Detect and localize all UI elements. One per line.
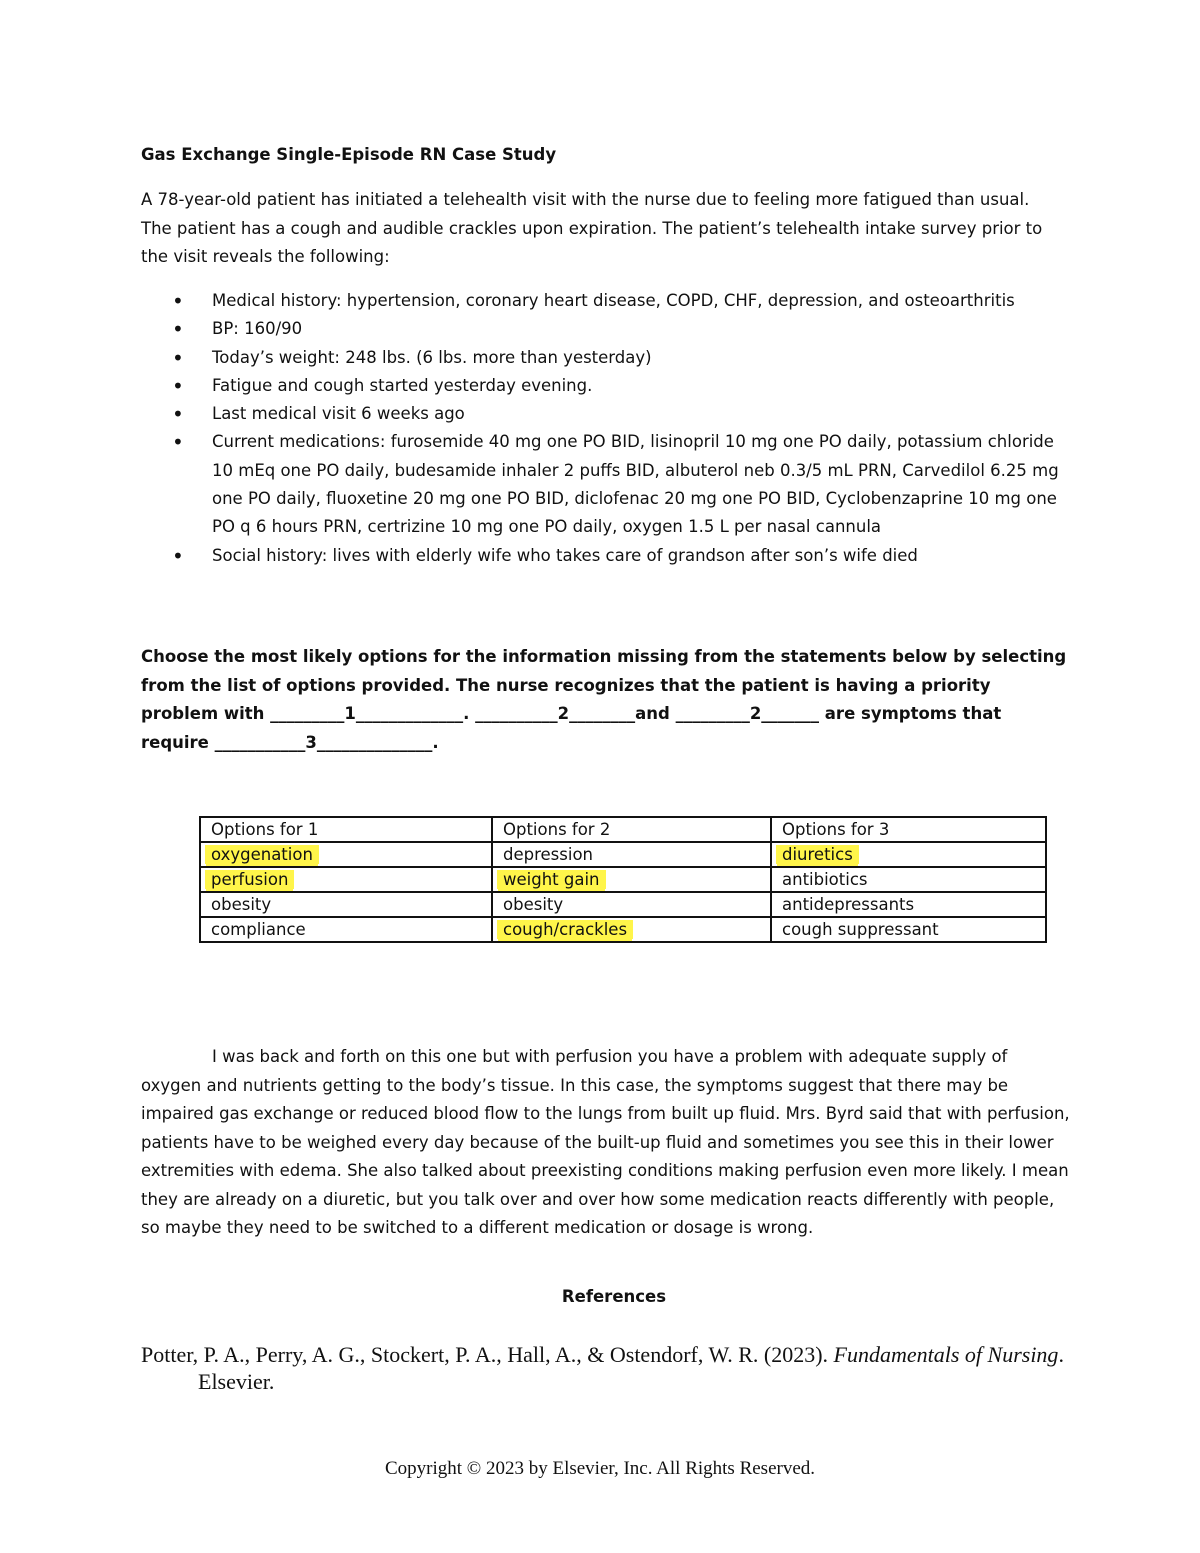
- table-cell: depression: [492, 842, 771, 867]
- table-header-row: [200, 817, 1046, 842]
- header-cell: Options for 1: [200, 817, 492, 842]
- copyright-footer: Copyright © 2023 by Elsevier, Inc. All Rights Reserved.: [384, 1458, 816, 1479]
- table-cell: compliance: [200, 917, 492, 942]
- question-prompt: Choose the most likely options for the information missing from the statements below by selecting from the list of options provided. The nurse recognizes that the patient is having a priority problem with _________1_____________. __________2________and _________2_______ are symptoms that require ___________3______________.: [141, 647, 1067, 752]
- list-item: • BP: 160/90: [141, 315, 1071, 343]
- table-row: [200, 892, 1046, 917]
- highlighted-option: diuretics: [776, 845, 859, 864]
- options-table: [199, 816, 1047, 943]
- intro-paragraph: A 78-year-old patient has initiated a telehealth visit with the nurse due to feeling more fatigued than usual. The patient has a cough and audible crackles upon expiration. The patient’s telehealth intake survey prior to the visit reveals the following:: [141, 190, 1043, 266]
- list-item: • Last medical visit 6 weeks ago: [141, 400, 1071, 428]
- table-cell: [492, 867, 771, 892]
- answer-paragraph: I was back and forth on this one but with perfusion you have a problem with adequate supply of oxygen and nutrients getting to the body’s tissue. In this case, the symptoms suggest that there may be impaired gas exchange or reduced blood flow to the lungs from built up fluid. Mrs. Byrd said that with perfusion, patients have to be weighed every day because of the built-up fluid and sometimes you see this in their lower extremities with edema. She also talked about preexisting conditions making perfusion even more likely. I mean they are already on a diuretic, but you talk over and over how some medication reacts differently with people, so maybe they need to be switched to a different medication or dosage is wrong.: [141, 1047, 1070, 1237]
- list-item: • Current medications: furosemide 40 mg one PO BID, lisinopril 10 mg one PO daily, potassium chloride 10 mEq one PO daily, budesamide inhaler 2 puffs BID, albuterol neb 0.3/5 mL PRN, Carvedilol 6.25 mg one PO daily, fluoxetine 20 mg one PO BID, diclofenac 20 mg one PO BID, Cyclobenzaprine 10 mg one PO q 6 hours PRN, certrizine 10 mg one PO daily, oxygen 1.5 L per nasal cannula: [141, 428, 1071, 541]
- highlighted-option: cough/crackles: [497, 920, 633, 939]
- list-item: • Social history: lives with elderly wife who takes care of grandson after son’s wife died: [141, 542, 1071, 570]
- reference-citation: [141, 1341, 1118, 1395]
- table-cell: [200, 842, 492, 867]
- header-cell: Options for 2: [492, 817, 771, 842]
- table-row: [200, 867, 1046, 892]
- highlighted-option: weight gain: [497, 870, 606, 889]
- table-row: [200, 917, 1046, 942]
- intake-survey-list: [141, 287, 1071, 570]
- table-cell: antibiotics: [771, 867, 1046, 892]
- highlighted-option: oxygenation: [205, 845, 319, 864]
- table-cell: obesity: [200, 892, 492, 917]
- list-item: • Today’s weight: 248 lbs. (6 lbs. more than yesterday): [141, 344, 1071, 372]
- table-cell: [492, 917, 771, 942]
- table-row: [200, 842, 1046, 867]
- document-title: Gas Exchange Single-Episode RN Case Study: [141, 145, 557, 164]
- header-cell: Options for 3: [771, 817, 1046, 842]
- references-heading: References: [561, 1287, 667, 1306]
- highlighted-option: perfusion: [205, 870, 294, 889]
- citation-book-title: Fundamentals of Nursing: [833, 1342, 1059, 1367]
- table-cell: obesity: [492, 892, 771, 917]
- citation-authors: Potter, P. A., Perry, A. G., Stockert, P. A., Hall, A., & Ostendorf, W. R. (2023).: [141, 1342, 834, 1367]
- list-item: • Medical history: hypertension, coronary heart disease, COPD, CHF, depression, and osteoarthritis: [141, 287, 1071, 315]
- table-cell: [200, 867, 492, 892]
- table-cell: [771, 842, 1046, 867]
- table-cell: cough suppressant: [771, 917, 1046, 942]
- list-item: • Fatigue and cough started yesterday evening.: [141, 372, 1071, 400]
- citation-publisher: . Elsevier.: [198, 1342, 1064, 1394]
- table-cell: antidepressants: [771, 892, 1046, 917]
